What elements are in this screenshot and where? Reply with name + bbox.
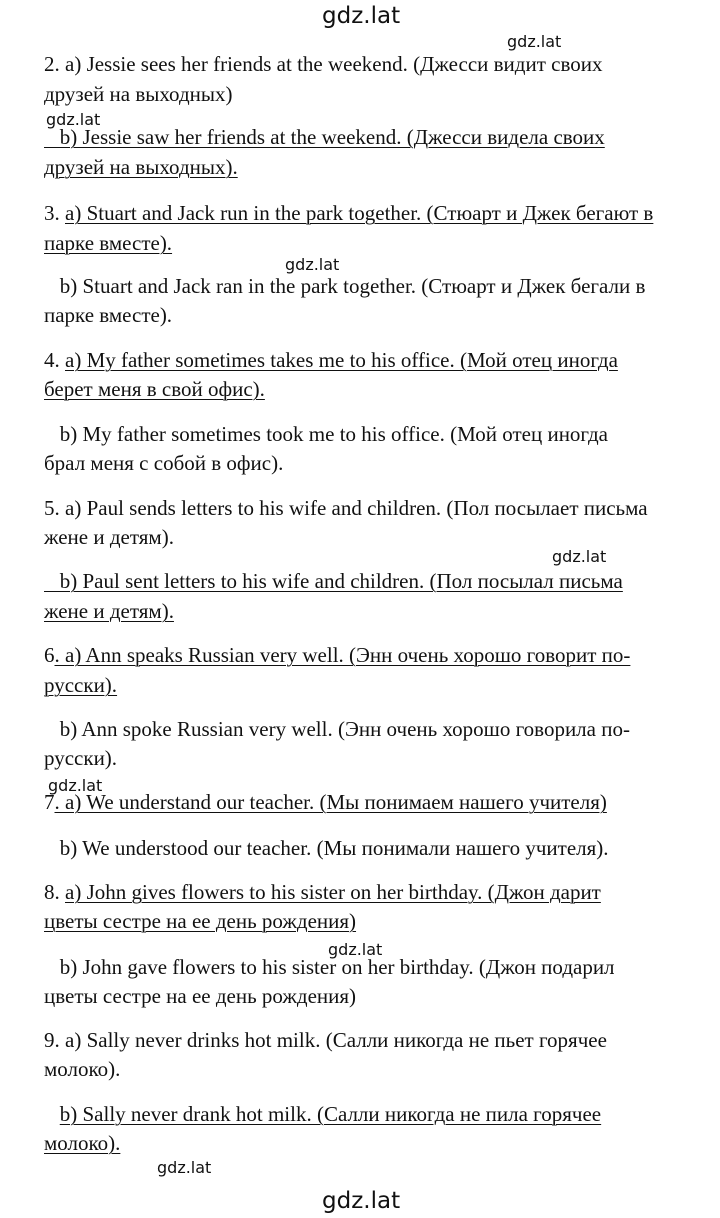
text-line: цветы сестре на ее день рождения) (44, 984, 357, 1008)
watermark-inline: gdz.lat (48, 776, 103, 795)
text-line: b) Paul sent letters to his wife and children. (Пол посылал письма (44, 569, 623, 593)
watermark-inline: gdz.lat (507, 32, 562, 51)
text-line: 4. a) My father sometimes takes me to his office. (Мой отец иногда (44, 348, 618, 372)
text-line: b) Stuart and Jack ran in the park together. (Стюарт и Джек бегали в (44, 274, 646, 298)
watermark-bottom: gdz.lat (322, 1188, 401, 1214)
text-line: парке вместе). (44, 303, 173, 327)
text-line: b) Sally never drank hot milk. (Салли никогда не пила горячее (59, 1102, 602, 1126)
watermark-inline: gdz.lat (157, 1158, 212, 1177)
watermark-inline: gdz.lat (328, 940, 383, 959)
text-line: 9. a) Sally never drinks hot milk. (Салли никогда не пьет горячее (44, 1028, 607, 1052)
text-line: 3. a) Stuart and Jack run in the park together. (Стюарт и Джек бегают в (44, 201, 654, 225)
text-line: жене и детям). (44, 599, 174, 623)
text-line: русски). (44, 673, 118, 697)
text-line: жене и детям). (44, 525, 174, 549)
text-line: b) John gave flowers to his sister on her birthday. (Джон подарил (44, 955, 615, 979)
watermark-inline: gdz.lat (46, 110, 101, 129)
text-line: 8. a) John gives flowers to his sister on her birthday. (Джон дарит (44, 880, 601, 904)
text-line: 6. a) Ann speaks Russian very well. (Энн очень хорошо говорит по- (44, 643, 631, 667)
text-line: брал меня с собой в офис). (44, 451, 284, 475)
text-line: b) Ann spoke Russian very well. (Энн очень хорошо говорила по- (44, 717, 630, 741)
text-line: 7. a) We understand our teacher. (Мы понимаем нашего учителя) (44, 790, 607, 814)
text-line: 5. a) Paul sends letters to his wife and children. (Пол посылает письма (44, 496, 648, 520)
text-line: молоко). (44, 1057, 121, 1081)
watermark-top: gdz.lat (322, 3, 401, 29)
text-line: b) My father sometimes took me to his office. (Мой отец иногда (44, 422, 609, 446)
text-line: b) We understood our teacher. (Мы понимали нашего учителя). (44, 836, 609, 860)
text-line: русски). (44, 746, 118, 770)
watermark-inline: gdz.lat (285, 255, 340, 274)
text-line: друзей на выходных) (44, 82, 233, 106)
text-line: цветы сестре на ее день рождения) (44, 909, 357, 933)
watermark-inline: gdz.lat (552, 547, 607, 566)
text-line: парке вместе). (44, 231, 173, 255)
text-line: друзей на выходных). (44, 155, 238, 179)
text-line: 2. a) Jessie sees her friends at the weekend. (Джесси видит своих (44, 52, 603, 76)
text-line: b) Jessie saw her friends at the weekend. (Джесси видела своих (44, 125, 605, 149)
text-line: берет меня в свой офис). (44, 377, 265, 401)
text-line: молоко). (44, 1131, 121, 1155)
